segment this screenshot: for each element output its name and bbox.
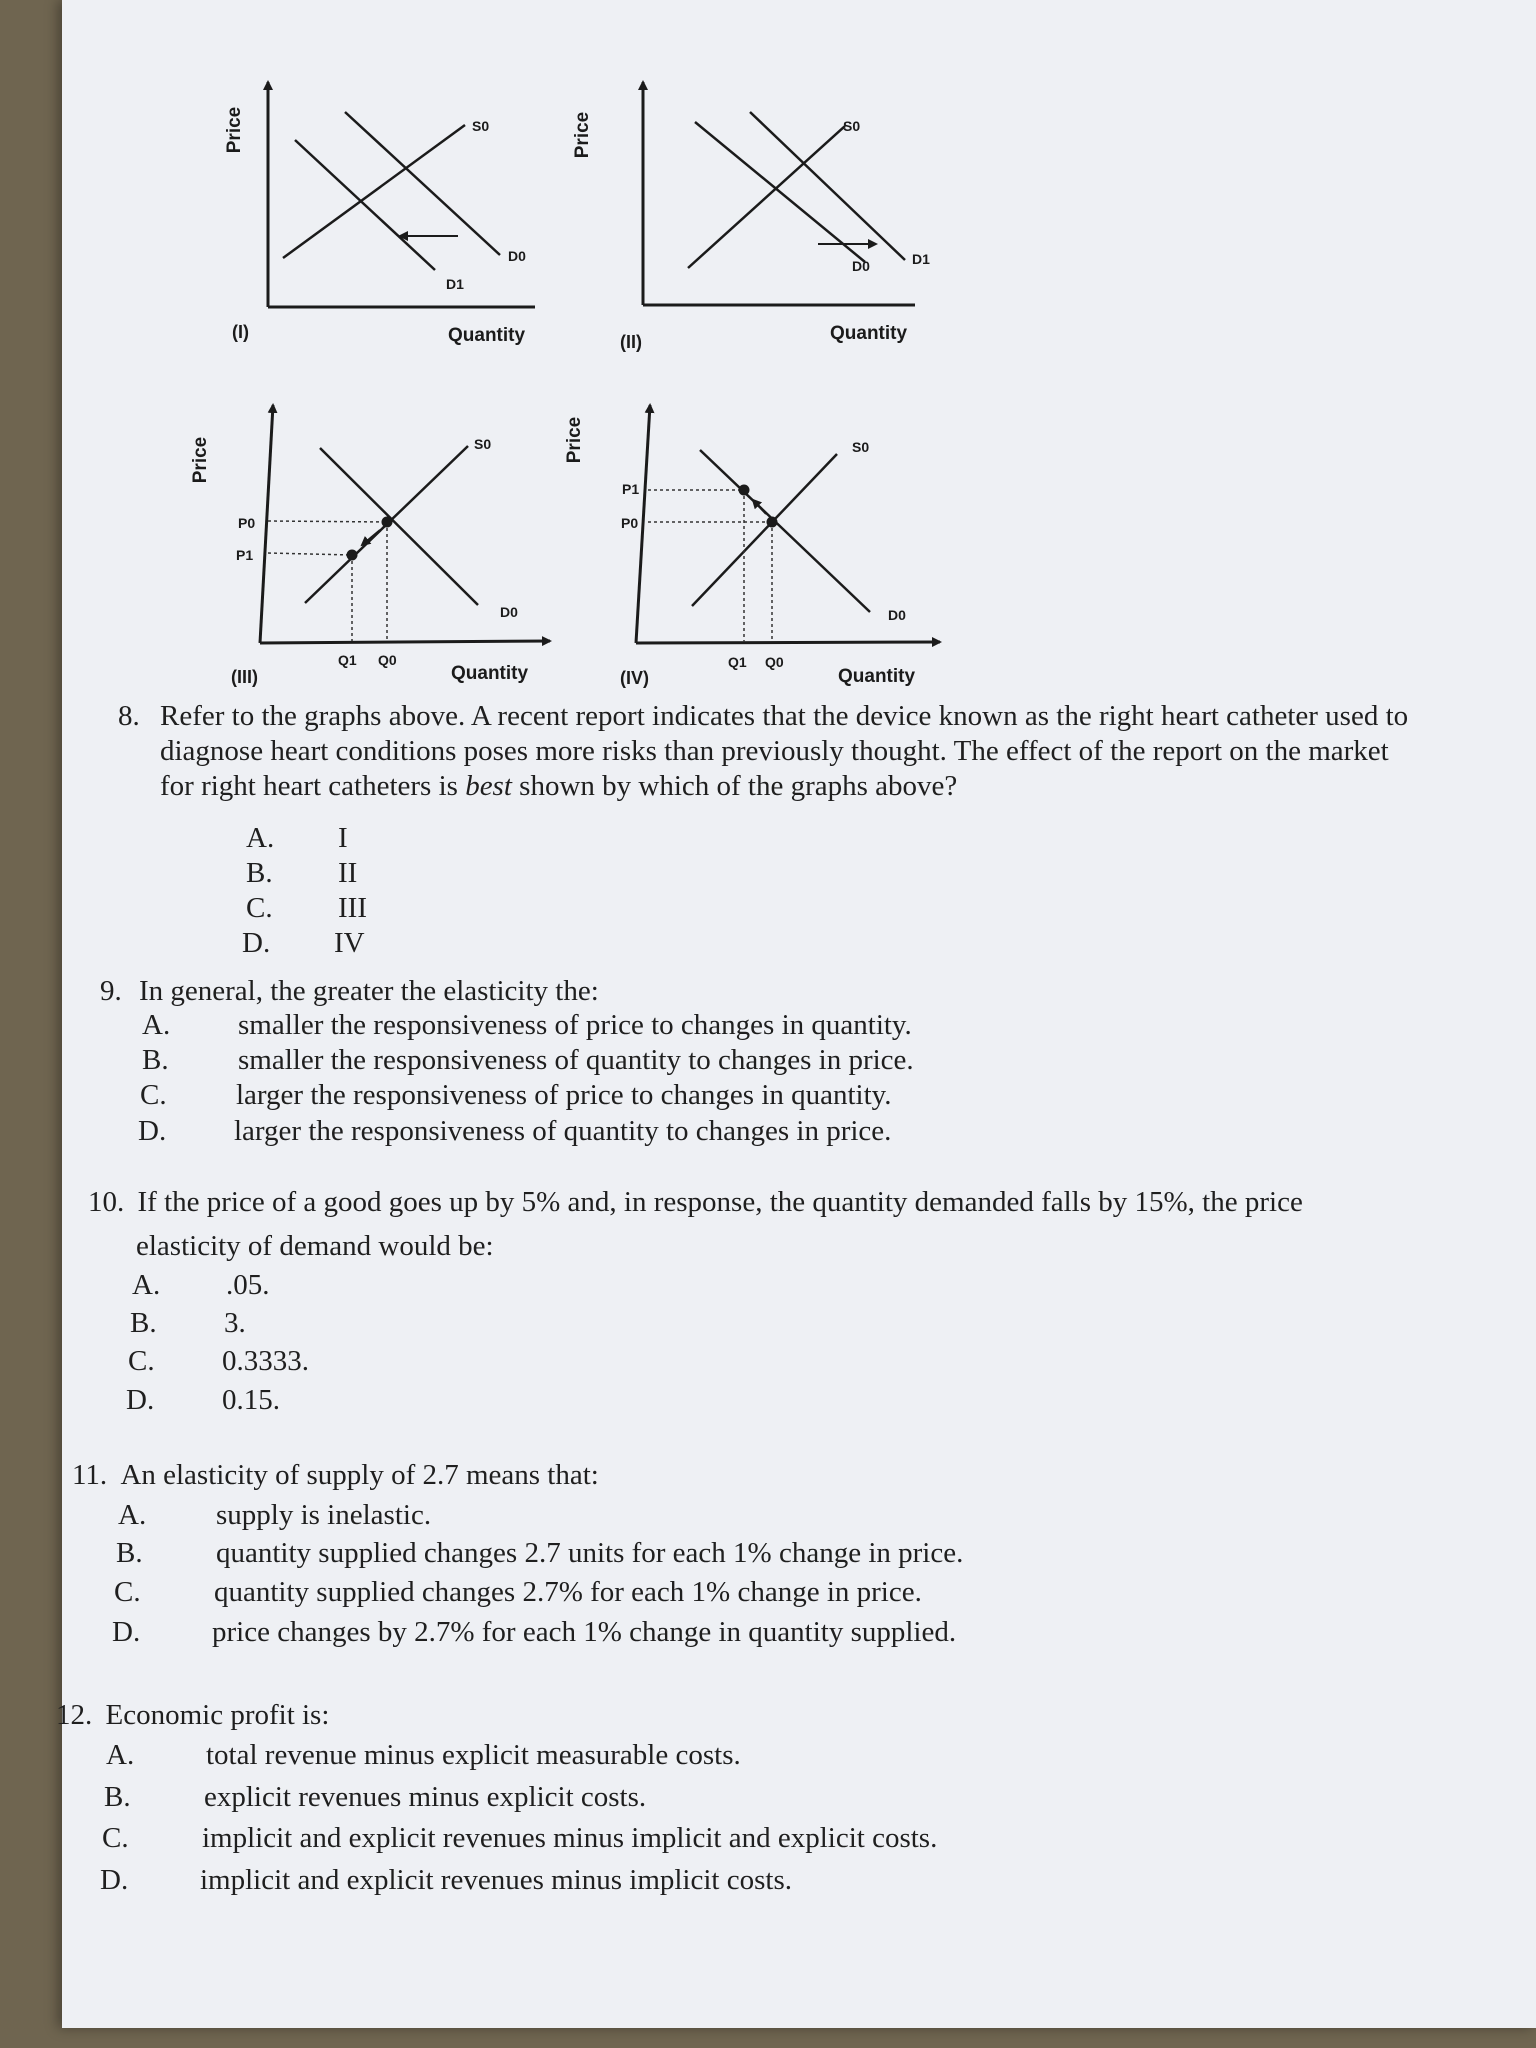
question-12 [56, 1697, 329, 1733]
graph-4-supply-line [692, 454, 837, 606]
option-letter: A. [246, 822, 275, 854]
option-letter: A. [118, 1499, 147, 1531]
option-text: quantity supplied changes 2.7 units for each 1% change in price. [216, 1537, 964, 1569]
graph-2 [572, 82, 930, 352]
option-text: larger the responsiveness of quantity to changes in price. [234, 1115, 892, 1147]
option-letter: B. [142, 1044, 169, 1076]
option-letter: A. [106, 1739, 135, 1771]
graph-4-p1-label: P1 [622, 481, 640, 497]
graph-3-d0-label: D0 [500, 604, 518, 620]
graph-3-movement-arrow [362, 530, 380, 545]
graph-2-d1-label: D1 [912, 251, 930, 267]
option-text: implicit and explicit revenues minus implicit and explicit costs. [202, 1822, 938, 1854]
option-text: IV [334, 927, 365, 959]
graph-2-d0-label: D0 [852, 258, 870, 274]
question-8 [118, 698, 140, 734]
option-letter: D. [126, 1384, 155, 1416]
option-text: price changes by 2.7% for each 1% change in quantity supplied. [212, 1616, 957, 1648]
graph-3-q0-label: Q0 [378, 652, 397, 668]
question-10-stem-line-2: elasticity of demand would be: [136, 1230, 494, 1262]
graph-1-roman-label: (I) [232, 322, 249, 342]
question-10 [88, 1184, 1303, 1220]
graph-1-price-label: Price [224, 106, 245, 154]
graph-2-d0-line [695, 122, 865, 262]
graph-4-roman-label: (IV) [620, 668, 649, 688]
option-letter: C. [102, 1822, 129, 1854]
question-9-number: 9. [100, 975, 122, 1007]
graph-3-p0-guide [268, 521, 387, 522]
option-text: supply is inelastic. [216, 1499, 432, 1531]
graph-4-q1-label: Q1 [728, 654, 747, 670]
graph-2-supply-line [688, 126, 845, 268]
graph-1-s0-label: S0 [472, 118, 490, 134]
option-letter: D. [242, 927, 271, 959]
graph-3-q1-label: Q1 [338, 652, 357, 668]
graph-1-supply-line [283, 125, 465, 258]
graph-4-price-label: Price [564, 416, 585, 464]
option-letter: D. [100, 1864, 129, 1896]
question-11-stem: An elasticity of supply of 2.7 means that: [120, 1459, 599, 1491]
graphs-figure [0, 0, 1536, 720]
graph-3-quantity-label: Quantity [451, 663, 529, 684]
question-8-stem-line-3 [160, 768, 957, 804]
graph-2-s0-label: S0 [843, 118, 861, 134]
graph-4-quantity-axis [636, 642, 940, 643]
option-text: II [338, 857, 358, 889]
option-letter: C. [246, 892, 273, 924]
graph-3-p0-label: P0 [238, 515, 256, 531]
question-10-stem-line-1: If the price of a good goes up by 5% and, in response, the quantity demanded falls by 15%, the price [137, 1186, 1303, 1218]
option-text: larger the responsiveness of price to changes in quantity. [236, 1079, 892, 1111]
option-text: 0.3333. [222, 1345, 309, 1377]
graph-2-quantity-label: Quantity [830, 323, 908, 344]
graph-4-s0-label: S0 [852, 439, 870, 455]
graph-3-price-axis [260, 405, 273, 643]
option-text: I [338, 822, 348, 854]
option-text: quantity supplied changes 2.7% for each 1% change in price. [214, 1576, 922, 1608]
question-8-stem-line-2: diagnose heart conditions poses more risks than previously thought. The effect of the report on the market [160, 735, 1389, 767]
question-11-number: 11. [72, 1459, 108, 1491]
question-8-line-3-end: shown by which of the graphs above? [519, 770, 958, 802]
option-letter: C. [114, 1576, 141, 1608]
graph-4-d0-label: D0 [888, 607, 906, 623]
graph-4-new-point [739, 485, 750, 496]
question-12-stem: Economic profit is: [105, 1699, 330, 1731]
graph-3-p1-label: P1 [236, 547, 254, 563]
graph-4-q0-label: Q0 [765, 654, 784, 670]
graph-3-new-point [347, 550, 358, 561]
option-text: 3. [224, 1307, 246, 1339]
option-text: smaller the responsiveness of quantity to changes in price. [238, 1044, 914, 1076]
option-letter: D. [138, 1115, 167, 1147]
graph-2-roman-label: (II) [620, 332, 642, 352]
graph-3-p1-guide [268, 553, 352, 555]
graph-4-d0-line [700, 450, 870, 612]
option-letter: B. [246, 857, 273, 889]
option-text: implicit and explicit revenues minus implicit costs. [200, 1864, 792, 1896]
option-letter: B. [130, 1307, 157, 1339]
option-letter: A. [142, 1009, 171, 1041]
question-9-stem: In general, the greater the elasticity the: [139, 975, 599, 1007]
question-9 [100, 973, 599, 1009]
option-text: explicit revenues minus explicit costs. [204, 1781, 647, 1813]
graph-4-p0-label: P0 [621, 515, 639, 531]
graph-3 [190, 405, 550, 687]
option-text: smaller the responsiveness of price to changes in quantity. [238, 1009, 912, 1041]
graph-3-quantity-axis [260, 641, 550, 643]
question-8-line-3-start: for right heart catheters is [160, 770, 458, 802]
graph-3-price-label: Price [190, 436, 211, 484]
graph-3-s0-label: S0 [474, 436, 492, 452]
question-8-stem-line-1: Refer to the graphs above. A recent report indicates that the device known as the right heart catheter used to [160, 700, 1409, 732]
question-11 [72, 1457, 599, 1493]
graph-4-quantity-label: Quantity [838, 666, 916, 687]
option-letter: C. [128, 1345, 155, 1377]
graph-4-movement-arrow [753, 500, 766, 514]
graph-4 [564, 405, 940, 688]
option-letter: B. [104, 1781, 131, 1813]
option-letter: C. [140, 1079, 167, 1111]
graph-1-d0-label: D0 [508, 248, 526, 264]
graph-1-d1-label: D1 [446, 276, 464, 292]
option-text: total revenue minus explicit measurable costs. [206, 1739, 741, 1771]
graph-2-price-label: Price [572, 111, 593, 159]
option-text: 0.15. [222, 1384, 280, 1416]
question-12-number: 12. [56, 1699, 93, 1731]
graph-1-d1-line [295, 140, 435, 270]
graph-4-equilibrium-point [767, 517, 778, 528]
option-letter: A. [132, 1269, 161, 1301]
option-text: III [338, 892, 367, 924]
graph-3-d0-line [320, 448, 478, 605]
question-8-number: 8. [118, 700, 140, 732]
graph-3-equilibrium-point [382, 517, 393, 528]
question-8-emphasis: best [465, 770, 512, 802]
graph-1-quantity-label: Quantity [448, 325, 526, 346]
option-letter: B. [116, 1537, 143, 1569]
graph-3-roman-label: (III) [231, 667, 258, 687]
option-letter: D. [112, 1616, 141, 1648]
graph-1 [224, 82, 535, 346]
question-10-number: 10. [88, 1186, 125, 1218]
option-text: .05. [226, 1269, 270, 1301]
